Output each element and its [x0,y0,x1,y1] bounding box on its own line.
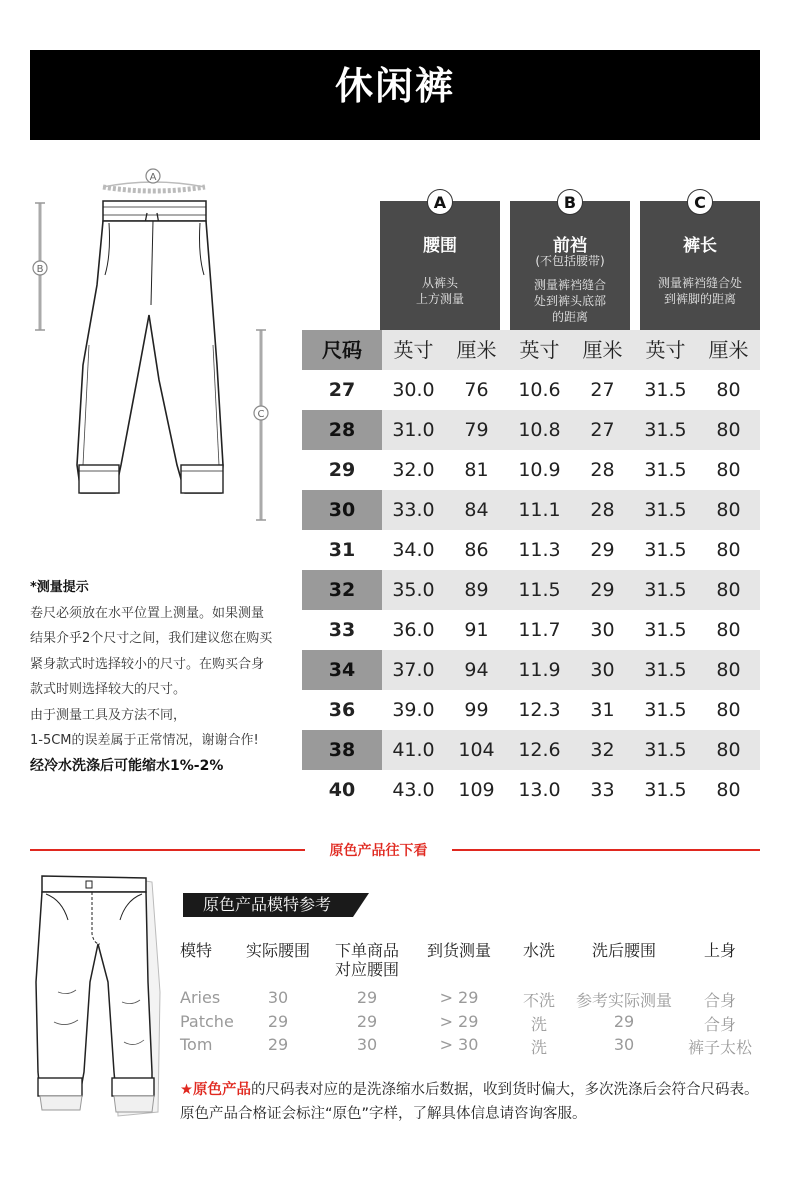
measure-b-label: B [36,264,44,275]
measure-box-length [640,193,760,339]
model-header-cell: 到货测量 [426,941,491,960]
model-value: 洗 [530,1015,547,1034]
model-reference-title: 原色产品模特参考 [203,895,332,914]
measure-cell: 39.0 [392,699,435,721]
measure-cell: 89 [464,579,489,601]
model-value: 洗 [530,1038,547,1057]
table-row [302,610,760,650]
table-row [302,570,760,610]
model-value: 参考实际测量 [575,991,672,1010]
measure-cell: 80 [716,539,741,561]
table-row [302,370,760,410]
table-row [302,690,760,730]
size-cell: 32 [302,570,382,610]
measure-cell: 11.3 [518,539,561,561]
measure-cell: 34.0 [392,539,435,561]
measure-cell: 79 [464,419,489,441]
model-value: 29 [267,1012,289,1031]
measure-title-front-rise: 前裆 [553,236,587,256]
measure-cell: 31.5 [644,619,687,641]
table-row [302,770,760,810]
measure-cell: 80 [716,579,741,601]
model-header-cell: 水洗 [522,941,555,960]
measure-cell: 104 [458,739,495,761]
size-cell: 36 [328,699,356,721]
notes-lines [30,601,300,754]
measure-cell: 94 [464,659,489,681]
measure-cell: 31 [590,699,615,721]
title-banner [30,50,760,140]
measure-cell: 43.0 [392,779,435,801]
measure-a-label: A [149,172,157,183]
size-cell: 27 [328,379,356,401]
measure-cell: 84 [464,499,489,521]
measure-cell: 31.5 [644,459,687,481]
measure-cell: 28 [590,499,615,521]
model-value: > 29 [439,1012,479,1031]
table-row [302,650,760,690]
measure-title-waist: 腰围 [423,236,457,256]
measure-cell: 28 [590,459,615,481]
footnote-text: 的尺码表对应的是洗涤缩水后数据，收到货时偏大，多次洗涤后会符合尺码表。原色产品合格证会标注“原色”字样，了解具体信息请咨询客服。 [180,1082,759,1122]
jogger-pants-illustration [25,165,305,530]
measure-cell: 86 [464,539,489,561]
measure-cell: 33.0 [392,499,435,521]
table-row [302,530,760,570]
measure-cell: 80 [716,739,741,761]
measure-cell: 91 [464,619,489,641]
measure-desc-length: 测量裤裆缝合处 到裤脚的距离 [657,276,742,306]
model-name: Tom [180,1035,213,1054]
divider-line-left [30,849,305,851]
model-value: 裤子太松 [687,1038,752,1057]
notes-line: 由于测量工具及方法不同， [30,707,187,723]
header-cell: 尺码 [302,330,382,370]
size-cell: 28 [302,410,382,450]
notes-line: 1-5CM的误差属于正常情况，谢谢合作! [30,733,259,748]
notes-line: 结果介乎2个尺寸之间，我们建议您在购买 [30,631,273,646]
measure-desc-front-rise: 测量裤裆缝合 处到裤头底部 的距离 [533,278,606,324]
badge-b: B [557,189,583,215]
model-value: > 30 [439,1035,479,1054]
measure-sub-front-rise: (不包括腰带) [535,254,605,268]
measure-cell: 31.5 [644,739,687,761]
notes-line: 卷尺必须放在水平位置上测量。如果测量 [30,605,265,621]
model-value: 不洗 [522,991,555,1010]
size-cell: 34 [302,650,382,690]
model-value: 30 [267,988,289,1007]
measure-cell: 80 [716,699,741,721]
measure-cell: 31.5 [644,419,687,441]
measure-cell: 31.5 [644,579,687,601]
measure-cell: 12.3 [518,699,561,721]
measure-box-front-rise [510,193,630,339]
measure-cell: 11.1 [518,499,561,521]
measure-title-length: 裤长 [683,236,717,256]
size-cell: 38 [302,730,382,770]
measure-cell: 31.5 [644,379,687,401]
measure-cell: 31.5 [644,499,687,521]
measure-cell: 31.5 [644,539,687,561]
model-value: 29 [356,1012,378,1031]
measure-cell: 33 [590,779,615,801]
measure-cell: 80 [716,659,741,681]
measure-c-label: C [257,409,265,420]
model-value: 29 [613,1012,635,1031]
badge-a: A [427,189,453,215]
measure-cell: 32.0 [392,459,435,481]
model-header-cell: 下单商品 对应腰围 [334,941,399,979]
notes-shrink-warning: 经冷水洗涤后可能缩水1%-2% [30,757,224,774]
header-cell: 厘米 [708,338,749,362]
header-cell: 英寸 [645,338,686,362]
measure-cell: 80 [716,619,741,641]
measure-cell: 31.5 [644,659,687,681]
model-value: 29 [356,988,378,1007]
model-header-cell: 实际腰围 [245,941,310,960]
table-row [302,410,760,450]
measure-cell: 80 [716,459,741,481]
measure-cell: 29 [590,539,615,561]
measure-cell: 41.0 [392,739,435,761]
measurement-notes [30,575,300,779]
measure-cell: 35.0 [392,579,435,601]
measure-cell: 30.0 [392,379,435,401]
model-reference-banner [183,893,369,917]
measure-cell: 29 [590,579,615,601]
header-cell: 厘米 [582,338,623,362]
page-title: 休闲裤 [334,64,455,108]
table-row [302,730,760,770]
measure-cell: 36.0 [392,619,435,641]
size-cell: 31 [328,539,356,561]
measure-cell: 27 [590,379,615,401]
model-value: 29 [267,1035,289,1054]
table-row [302,450,760,490]
model-value: 合身 [703,991,736,1010]
raw-denim-footnote [180,1078,770,1126]
model-header-cell: 上身 [703,941,736,960]
model-header-cell: 洗后腰围 [591,941,656,960]
size-cell: 30 [302,490,382,530]
model-value: > 29 [439,988,479,1007]
model-value: 合身 [703,1015,736,1034]
header-cell: 英寸 [519,338,560,362]
header-cell: 英寸 [393,338,434,362]
measure-box-waist [380,193,500,339]
measure-cell: 99 [464,699,489,721]
notes-line: 紧身款式时选择较小的尺寸。在购买合身 [30,656,265,672]
divider-line-right [452,849,760,851]
size-cell: 29 [328,459,356,481]
size-cell: 40 [328,779,356,801]
measure-cell: 80 [716,419,741,441]
measure-desc-waist: 从裤头 上方测量 [415,276,464,306]
measure-cell: 32 [590,739,615,761]
measure-cell: 76 [464,379,489,401]
notes-line: 款式时则选择较大的尺寸。 [30,682,187,697]
model-value: 30 [613,1035,635,1054]
measure-cell: 30 [590,659,615,681]
header-cell: 厘米 [456,338,497,362]
measure-cell: 80 [716,379,741,401]
footnote-highlight: ★原色产品 [180,1082,251,1098]
measure-cell: 80 [716,779,741,801]
size-cell: 33 [328,619,356,641]
model-header-cell: 模特 [180,941,213,960]
measure-cell: 27 [590,419,615,441]
badge-c: C [687,189,713,215]
measure-cell: 11.9 [518,659,561,681]
divider-label: 原色产品往下看 [329,843,428,859]
jeans-illustration [28,872,168,1124]
model-name: Patche [180,1012,234,1031]
measure-cell: 13.0 [518,779,561,801]
measure-cell: 81 [464,459,489,481]
measure-cell: 11.5 [518,579,561,601]
measure-cell: 30 [590,619,615,641]
measure-cell: 31.5 [644,699,687,721]
measure-cell: 10.9 [518,459,561,481]
model-name: Aries [180,988,221,1007]
size-table-header [302,330,760,370]
notes-title: *测量提示 [30,580,89,595]
measure-cell: 31.5 [644,779,687,801]
measure-cell: 11.7 [518,619,561,641]
measure-cell: 80 [716,499,741,521]
measure-cell: 109 [458,779,495,801]
table-row [302,490,760,530]
measure-cell: 10.6 [518,379,561,401]
model-value: 30 [356,1035,378,1054]
measure-cell: 37.0 [392,659,435,681]
measure-cell: 12.6 [518,739,561,761]
measure-cell: 10.8 [518,419,561,441]
measure-cell: 31.0 [392,419,435,441]
